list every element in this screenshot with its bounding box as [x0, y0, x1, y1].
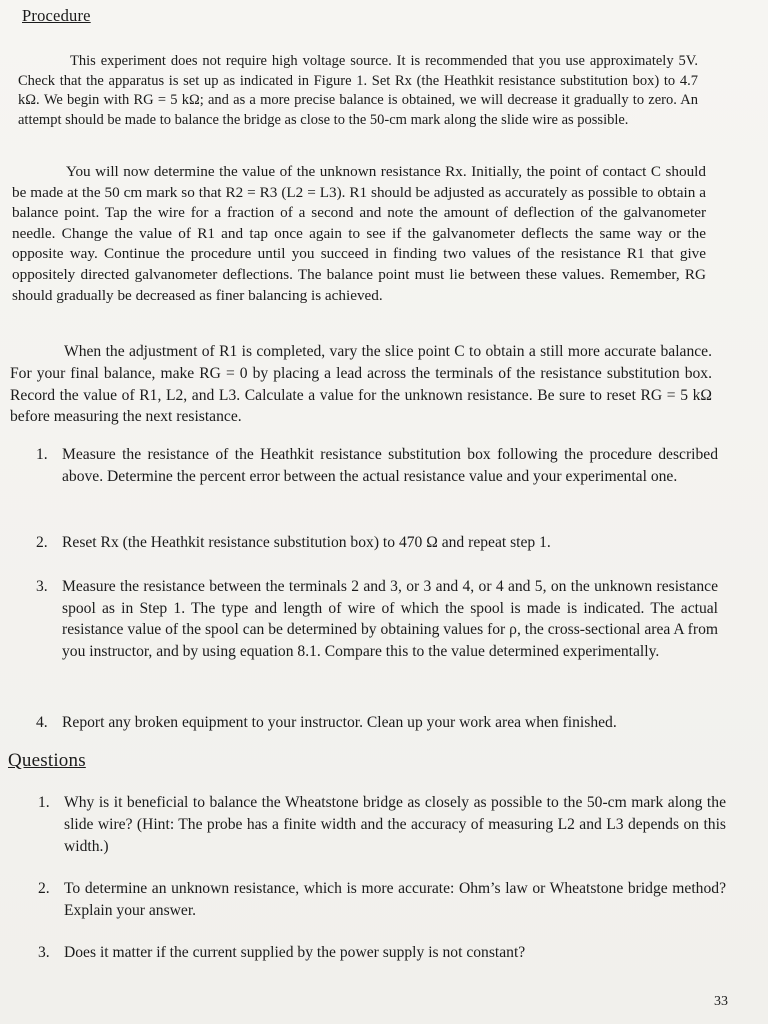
procedure-paragraph-1: This experiment does not require high voltage source. It is recommended that you use approximately 5V. Check that the apparatus is set up as indicated in Figure 1. Set Rx (the Heathkit resistance substitution box) to 4.7 kΩ. We begin with RG = 5 kΩ; and as a more precise balance is obtained, we will decrease it gradually to zero. An attempt should be made to balance the bridge as close to the 50-cm mark along the slide wire as possible. [18, 53, 698, 128]
procedure-steps-list [36, 444, 718, 734]
step-text: Report any broken equipment to your instructor. Clean up your work area when finished. [62, 714, 617, 731]
question-number: 3. [38, 944, 50, 961]
procedure-heading: Procedure [22, 6, 91, 25]
questions-list [38, 792, 726, 964]
procedure-step [36, 712, 718, 734]
questions-heading: Questions [8, 750, 86, 771]
step-text: Measure the resistance between the terminals 2 and 3, or 3 and 4, or 4 and 5, on the unknown resistance spool as in Step 1. The type and length of wire of which the spool is made is indicated. The actual resistance value of the spool can be determined by obtaining values for ρ, the cross-sectional area A from you instructor, and by using equation 8.1. Compare this to the value determined experimentally. [62, 578, 718, 660]
question-number: 1. [38, 794, 50, 811]
step-number: 2. [36, 534, 48, 551]
question-number: 2. [38, 880, 50, 897]
step-number: 1. [36, 446, 48, 463]
question-item [38, 878, 726, 942]
step-number: 3. [36, 578, 48, 595]
question-item [38, 942, 726, 964]
procedure-step [36, 532, 718, 576]
step-text: Reset Rx (the Heathkit resistance substitution box) to 470 Ω and repeat step 1. [62, 534, 551, 551]
question-text: To determine an unknown resistance, which is more accurate: Ohm’s law or Wheatstone bridge method? Explain your answer. [64, 880, 726, 919]
procedure-paragraph-3: When the adjustment of R1 is completed, vary the slice point C to obtain a still more accurate balance. For your final balance, make RG = 0 by placing a lead across the terminals of the resistance substitution box. Record the value of R1, L2, and L3. Calculate a value for the unknown resistance. Be sure to reset RG = 5 kΩ before measuring the next resistance. [10, 343, 712, 426]
procedure-step [36, 444, 718, 532]
procedure-step [36, 576, 718, 712]
step-text: Measure the resistance of the Heathkit resistance substitution box following the procedure described above. Determine the percent error between the actual resistance value and your experimental one. [62, 446, 718, 485]
question-item [38, 792, 726, 878]
step-number: 4. [36, 714, 48, 731]
page-number: 33 [714, 994, 728, 1009]
question-text: Why is it beneficial to balance the Wheatstone bridge as closely as possible to the 50-cm mark along the slide wire? (Hint: The probe has a finite width and the accuracy of measuring L2 and L3 depends on this width.) [64, 794, 726, 855]
question-text: Does it matter if the current supplied by the power supply is not constant? [64, 944, 526, 961]
procedure-paragraph-2: You will now determine the value of the unknown resistance Rx. Initially, the point of contact C should be made at the 50 cm mark so that R2 = R3 (L2 = L3). R1 should be adjusted as accurately as possible to obtain a balance point. Tap the wire for a fraction of a second and note the amount of deflection of the galvanometer needle. Change the value of R1 and tap once again to see if the galvanometer deflects the same way or the opposite way. Continue the procedure until you succeed in finding two values of the resistance R1 that give oppositely directed galvanometer deflections. The balance point must lie between these values. Remember, RG should gradually be decreased as finer balancing is achieved. [12, 163, 706, 304]
